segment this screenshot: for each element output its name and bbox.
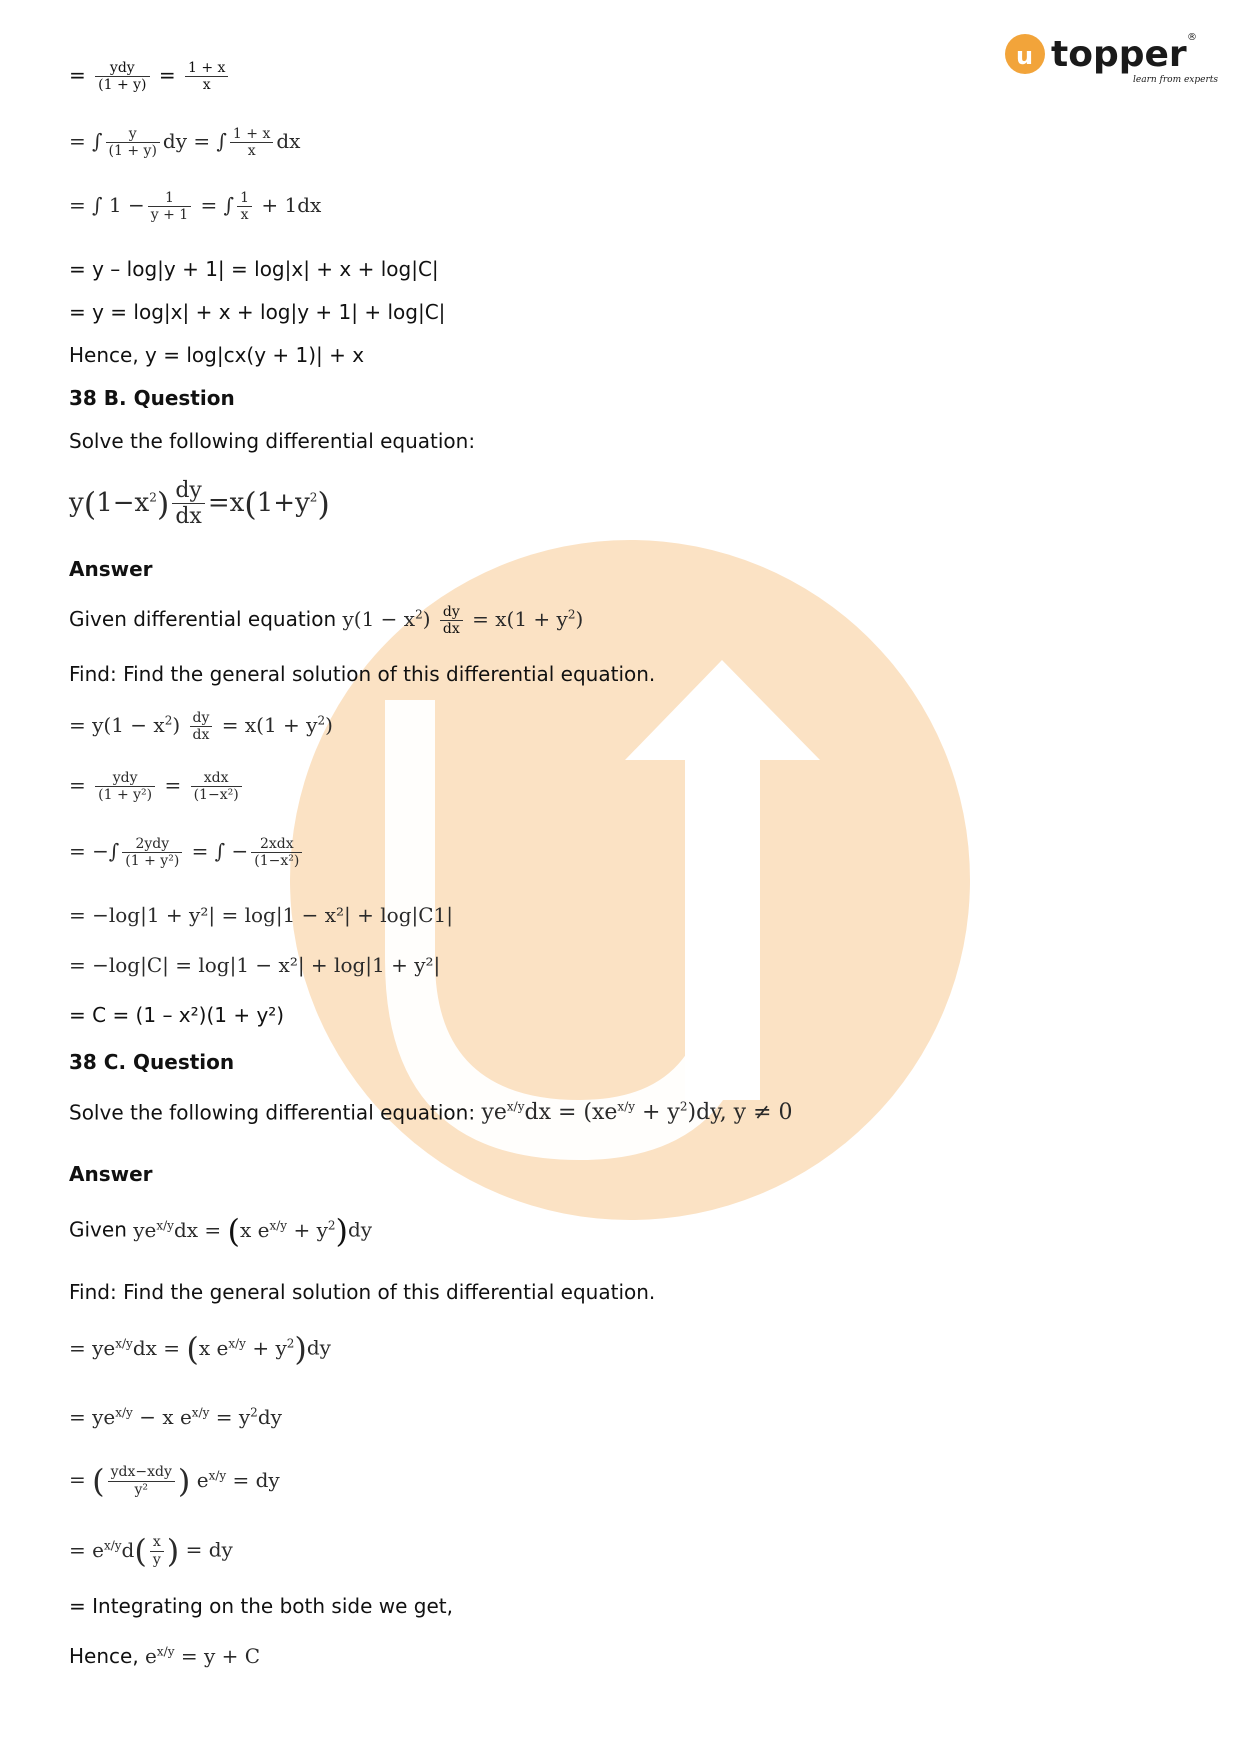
question-heading: 38 B. Question [69,386,235,410]
equation-line: = ∫ 1 − $\frac{1}{y + 1}$ = ∫ $\frac{1}{x}$ + 1dx [69,190,322,224]
svg-text:®: ® [1187,32,1197,43]
conclusion-line: Hence, $e^{x/y} = y + C$ [69,1644,261,1668]
question-prompt: Solve the following differential equation: $ye^{x/y}dx = (xe^{x/y} + y^2)dy$, y ≠ 0 [69,1100,793,1126]
equation-line: = ( $\frac{\text{ydx−xdy}}{\text{y²}}$ ) $e^{x/y}$ = dy [69,1462,280,1500]
equation-line: = Integrating on the both side we get, [69,1594,453,1618]
svg-text:u: u [1016,42,1034,70]
answer-heading: Answer [69,557,153,581]
equation-line: Hence, y = log|cx(y + 1)| + x [69,343,365,367]
equation-line: = ∫ $\frac{y}{(1 + y)}$ dy = ∫ $\frac{1 + x}{x}$ dx [69,126,301,160]
svg-text:learn from experts: learn from experts [1133,75,1219,85]
equation-line: = −log|1 + y²| = log|1 − x²| + log|C1| [69,903,454,927]
equation-line: = y – log|y + 1| = log|x| + x + log|C| [69,257,439,281]
question-prompt: Solve the following differential equation: [69,429,476,453]
given-line: Given $ye^{x/y}dx = (x$ $e^{x/y} + y^2)dy$ [69,1212,373,1250]
equation-line: = −log|C| = log|1 − x²| + log|1 + y²| [69,953,441,977]
equation-line: = y = log|x| + x + log|y + 1| + log|C| [69,300,446,324]
equation-line: = $ye^{x/y} - x$ $e^{x/y} = y^2dy$ [69,1405,282,1429]
equation-line: = C = (1 – x²)(1 + y²) [69,1003,285,1027]
given-line: Given differential equation $y(1 - x^2)$ $\frac{dy}{dx}$ = $x(1 + y^2)$ [69,604,584,638]
question-heading: 38 C. Question [69,1050,235,1074]
equation-line: = $\frac{\text{ydy}}{(1 + y)}$ = $\frac{1 + x}{x}$ [69,60,231,93]
equation-line: = $e^{x/y}d$( $\frac{x}{y}$ ) = dy [69,1532,233,1570]
equation-line: = $y(1 - x^2)$ $\frac{dy}{dx}$ = $x(1 + y^2)$ [69,710,333,744]
find-line: Find: Find the general solution of this differential equation. [69,1280,656,1304]
question-equation: $y(1-x^2)$ $\frac{dy}{dx}$ $=x(1+y^2)$ [69,478,330,530]
equation-line: = $ye^{x/y}dx = (x$ $e^{x/y} + y^2)dy$ [69,1330,331,1368]
equation-line: = −∫ $\frac{\text{2ydy}}{\text{(1 + y²)}}$ = ∫ − $\frac{\text{2xdx}}{\text{(1−x²)}}$ [69,836,305,869]
svg-text:topper: topper [1051,34,1187,75]
topper-logo [1003,28,1219,88]
answer-heading: Answer [69,1162,153,1186]
find-line: Find: Find the general solution of this differential equation. [69,662,656,686]
equation-line: = $\frac{\text{ydy}}{\text{(1 + y²)}}$ = $\frac{\text{xdx}}{\text{(1−x²)}}$ [69,770,245,803]
